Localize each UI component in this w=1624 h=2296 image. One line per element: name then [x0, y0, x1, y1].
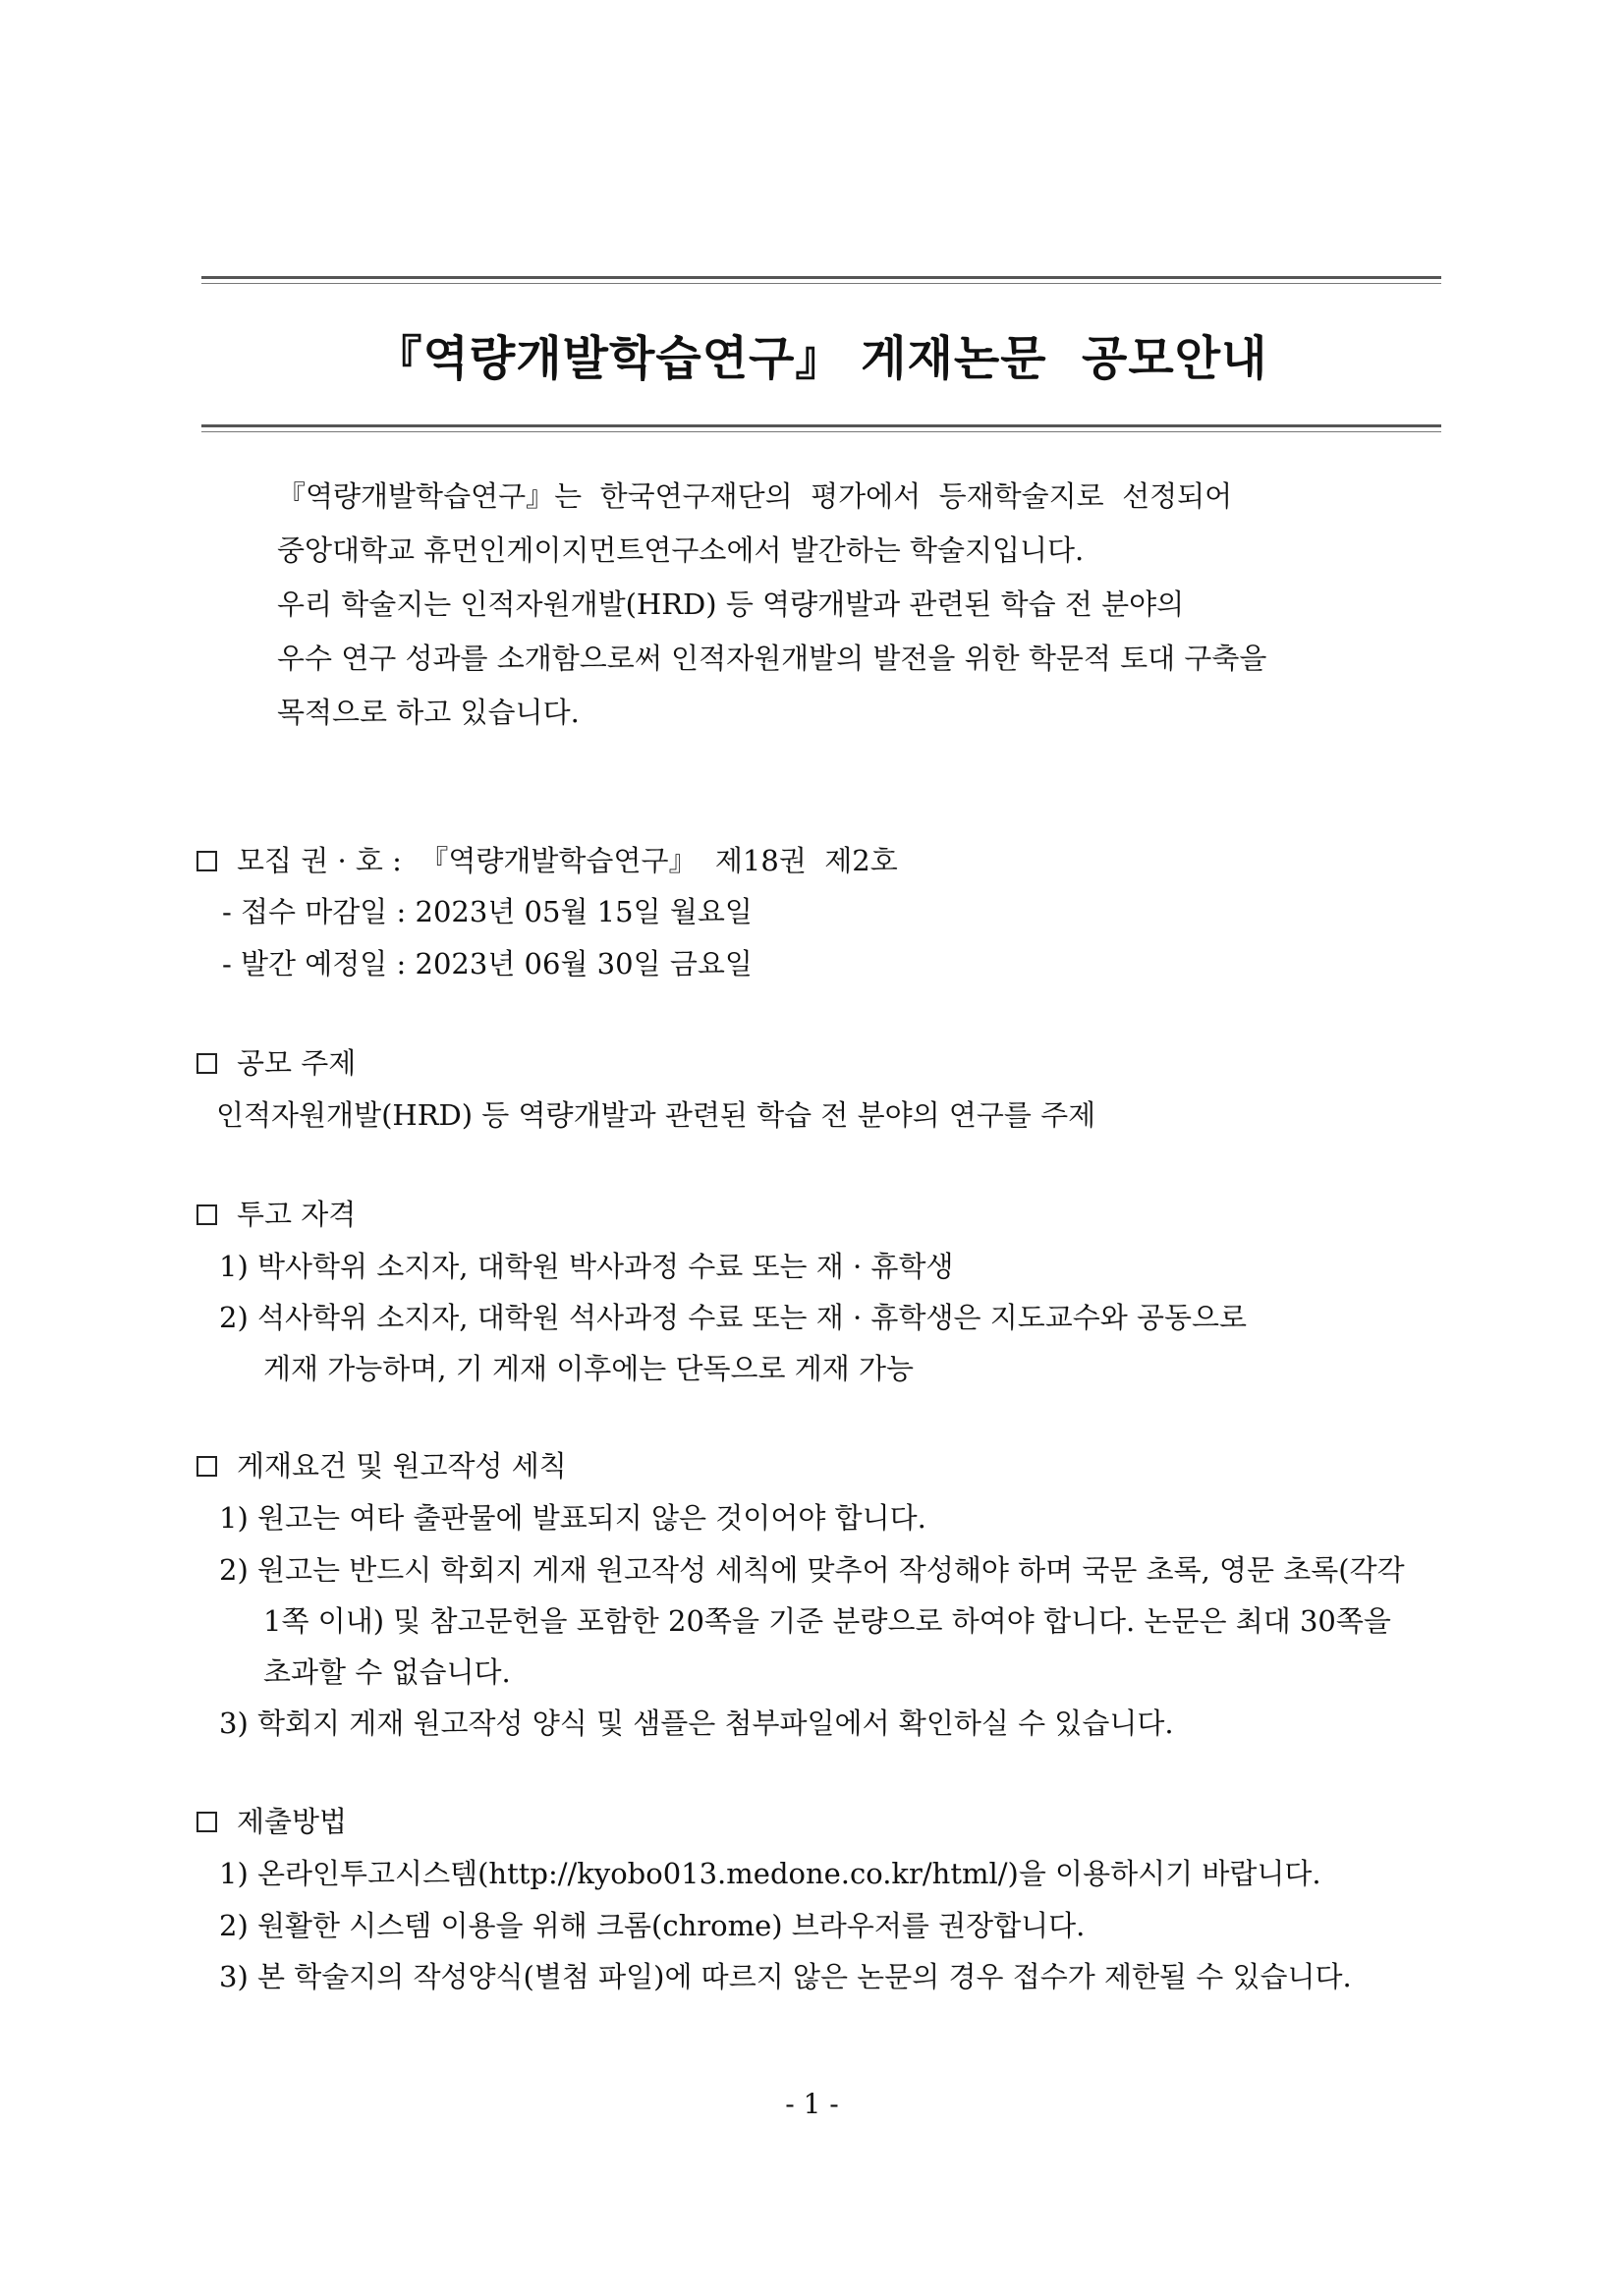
- intro-line: 목적으로 하고 있습니다.: [277, 696, 580, 729]
- list-item: - 접수 마감일 : 2023년 05월 15일 월요일: [222, 895, 753, 928]
- checkbox-square-icon: [196, 1812, 217, 1832]
- list-item: 초과할 수 없습니다.: [263, 1655, 511, 1689]
- list-item: 2) 원고는 반드시 학회지 게재 원고작성 세칙에 맞추어 작성해야 하며 국문 초록, 영문 초록(각각: [219, 1553, 1405, 1587]
- list-item: 2) 석사학위 소지자, 대학원 석사과정 수료 또는 재 · 휴학생은 지도교수와 공동으로: [219, 1301, 1248, 1334]
- list-item: - 발간 예정일 : 2023년 06월 30일 금요일: [222, 947, 753, 980]
- list-item: 1) 원고는 여타 출판물에 발표되지 않은 것이어야 합니다.: [219, 1501, 926, 1535]
- list-item: 1쪽 이내) 및 참고문헌을 포함한 20쪽을 기준 분량으로 하여야 합니다. 논문은 최대 30쪽을: [263, 1604, 1391, 1638]
- section-requirements-heading: 게재요건 및 원고작성 세칙: [196, 1452, 567, 1481]
- list-item: 3) 학회지 게재 원고작성 양식 및 샘플은 첨부파일에서 확인하실 수 있습니다.: [219, 1707, 1174, 1740]
- list-item: 게재 가능하며, 기 게재 이후에는 단독으로 게재 가능: [263, 1352, 915, 1385]
- title-top-rule: [201, 276, 1441, 284]
- section-recruit-heading: 모집 권 · 호 : 『역량개발학습연구』 제18권 제2호: [196, 847, 898, 875]
- checkbox-square-icon: [196, 1204, 217, 1225]
- list-item: 인적자원개발(HRD) 등 역량개발과 관련된 학습 전 분야의 연구를 주제: [216, 1098, 1096, 1132]
- title-bottom-rule: [201, 424, 1441, 432]
- checkbox-square-icon: [196, 1053, 217, 1074]
- section-submission-heading: 제출방법: [196, 1808, 347, 1836]
- intro-line: 『역량개발학습연구』는 한국연구재단의 평가에서 등재학술지로 선정되어: [277, 479, 1233, 513]
- page-title: 『역량개발학습연구』 게재논문 공모안내: [374, 331, 1268, 386]
- list-item: 3) 본 학술지의 작성양식(별첨 파일)에 따르지 않은 논문의 경우 접수가 제한될 수 있습니다.: [219, 1960, 1352, 1993]
- page-number: - 1 -: [785, 2088, 839, 2120]
- intro-line: 우리 학술지는 인적자원개발(HRD) 등 역량개발과 관련된 학습 전 분야의: [277, 588, 1185, 621]
- checkbox-square-icon: [196, 851, 217, 871]
- section-topic-heading: 공모 주제: [196, 1049, 356, 1078]
- list-item: 1) 박사학위 소지자, 대학원 박사과정 수료 또는 재 · 휴학생: [219, 1250, 954, 1283]
- section-eligibility-heading: 투고 자격: [196, 1201, 356, 1229]
- intro-line: 중앙대학교 휴먼인게이지먼트연구소에서 발간하는 학술지입니다.: [277, 533, 1085, 567]
- checkbox-square-icon: [196, 1456, 217, 1477]
- intro-line: 우수 연구 성과를 소개함으로써 인적자원개발의 발전을 위한 학문적 토대 구축을: [277, 642, 1267, 675]
- list-item: 2) 원활한 시스템 이용을 위해 크롬(chrome) 브라우저를 권장합니다.: [219, 1909, 1086, 1942]
- list-item: 1) 온라인투고시스템(http://kyobo013.medone.co.kr/html/)을 이용하시기 바랍니다.: [219, 1857, 1321, 1890]
